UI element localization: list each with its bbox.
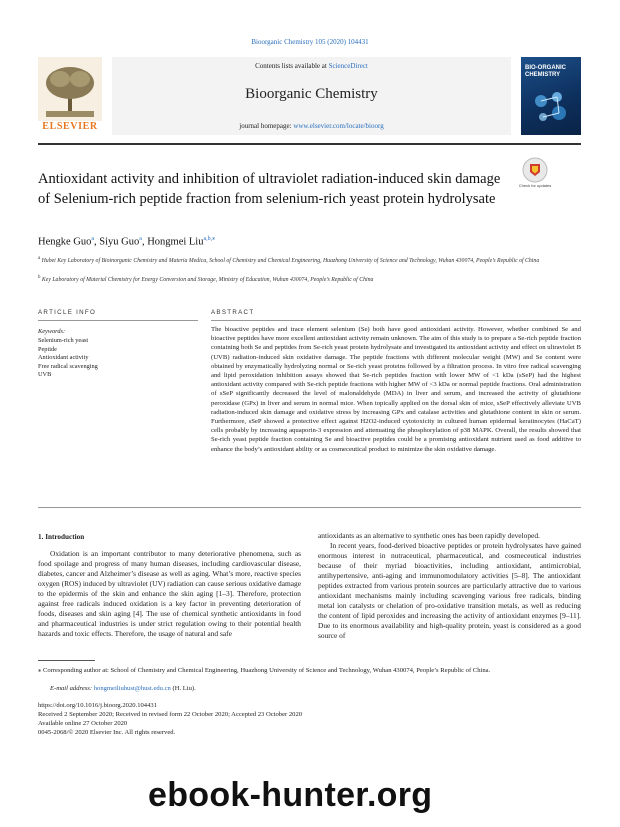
author-list bbox=[38, 235, 215, 248]
author-separator: , bbox=[94, 236, 100, 248]
received-dates: Received 2 September 2020; Received in revised form 22 October 2020; Accepted 23 October 2020 bbox=[38, 711, 303, 718]
article-info-rule bbox=[38, 320, 198, 321]
affiliation-text: Key Laboratory of Material Chemistry for Energy Conversion and Storage, Ministry of Education, Wuhan 430074, People’s Republic of China bbox=[41, 276, 374, 283]
email-link[interactable]: hongmeiliuhust@hust.edu.cn bbox=[93, 685, 171, 692]
author-name[interactable]: Siyu Guo bbox=[99, 236, 140, 248]
affiliation-mark: a bbox=[38, 256, 41, 261]
affiliation-a bbox=[38, 255, 558, 265]
available-online: Available online 27 October 2020 bbox=[38, 720, 128, 727]
section-heading-introduction: 1. Introduction bbox=[38, 533, 85, 541]
header-divider bbox=[38, 143, 581, 145]
affiliation-text: Hubei Key Laboratory of Bioinorganic Chemistry and Materia Medica, School of Chemistry and Chemical Engineering, Huazhong University of Science and Technology, Wuhan 430074, People’s Republic of China bbox=[41, 257, 540, 264]
cover-title: BIO-ORGANIC CHEMISTRY bbox=[525, 65, 566, 78]
running-head[interactable]: Bioorganic Chemistry 105 (2020) 104431 bbox=[251, 38, 369, 46]
journal-homepage-link[interactable]: www.elsevier.com/locate/bioorg bbox=[293, 122, 384, 130]
body-column-right bbox=[318, 531, 581, 641]
journal-cover-thumbnail[interactable] bbox=[521, 57, 581, 135]
cover-molecule-art bbox=[529, 87, 573, 127]
doi-link[interactable]: https://doi.org/10.1016/j.bioorg.2020.104431 bbox=[38, 702, 157, 709]
watermark-text: ebook-hunter.org bbox=[148, 776, 433, 814]
elsevier-logo-text: ELSEVIER bbox=[42, 121, 98, 132]
author-name[interactable]: Hongmei Liu bbox=[147, 236, 204, 248]
author-name[interactable]: Hengke Guo bbox=[38, 236, 92, 248]
article-title: Antioxidant activity and inhibition of ultraviolet radiation-induced skin damage of Selenium-rich peptide fraction from selenium-rich yeast protein hydrolysate bbox=[38, 171, 501, 207]
sciencedirect-link[interactable]: ScienceDirect bbox=[328, 62, 368, 70]
email-suffix: (H. Liu). bbox=[170, 685, 196, 692]
article-info-heading: ARTICLE INFO bbox=[38, 309, 97, 316]
homepage-line bbox=[112, 122, 511, 130]
abstract-rule-top bbox=[211, 320, 581, 321]
keyword-item: Free radical scavenging bbox=[38, 362, 98, 370]
contents-line bbox=[112, 62, 511, 70]
copyright-line: 0045-2068/© 2020 Elsevier Inc. All rights reserved. bbox=[38, 729, 176, 736]
author-affil-mark[interactable]: a,b,⁎ bbox=[203, 236, 216, 242]
check-for-updates-icon[interactable] bbox=[521, 156, 549, 186]
author-affil-mark[interactable]: a bbox=[91, 236, 95, 242]
affiliation-b bbox=[38, 274, 558, 284]
body-paragraph: Oxidation is an important contributor to many deteriorative phenomena, such as food spoilage and progress of many human diseases, including cardiovascular disease, diabetes, cancer and Alzheimer’s disease as well as aging. What’s more, reactive species oxygen (ROS) induced by ultraviolet (UV) radiation can cause serious oxidative damage to the epidermis of the skin and enhance the skin aging [1–3]. Therefore, protection against free radicals induced oxidation is a key factor in preventing deterioration of foods, diseases and skin aging [4]. The use of chemical synthetic antioxidants in food and pharmaceutical industries is under strict regulation owing to their potential health hazards and toxic effects. Therefore, the usage of natural and safe bbox=[38, 549, 301, 638]
keyword-item: UVB bbox=[38, 371, 52, 378]
homepage-prefix: journal homepage: bbox=[239, 122, 294, 130]
keyword-item: Selenium-rich yeast bbox=[38, 337, 89, 344]
keyword-item: Peptide bbox=[38, 345, 57, 353]
author-affil-mark[interactable]: a bbox=[139, 236, 142, 242]
body-column-left bbox=[38, 549, 301, 639]
email-label: E-mail address: bbox=[50, 685, 94, 692]
affiliation-mark: b bbox=[38, 275, 41, 280]
contents-prefix: Contents lists available at bbox=[255, 62, 329, 70]
check-for-updates-label[interactable]: Check for updates bbox=[518, 183, 552, 188]
email-note bbox=[50, 684, 581, 693]
author-separator: , bbox=[141, 236, 148, 248]
footnote-rule bbox=[38, 660, 95, 661]
journal-title: Bioorganic Chemistry bbox=[245, 86, 378, 102]
keywords-label: Keywords: bbox=[38, 328, 66, 335]
abstract-text: The bioactive peptides and trace element selenium (Se) both have good antioxidant activity. However, whether combined Se and bioactive peptides have more excellent antioxidant activity remain unknown. The aim of this study is to prepare a Se-rich peptide fraction containing both Se and peptides from Se-rich yeast protein hydrolysate and investigated its antioxidant activity and effect on ultraviolet B (UVB) radiation-induced skin oxidative damage. The peptide fractions with different molecular weight (MW) and Se content were obtained by enzymatically hydrolyzing normal or Se-rich yeast proteins followed by a filtration process. In vitro free radical scavenging and lipid peroxidation inhibition assays showed that Se-rich peptides fraction with lower MW of <1 kDa (sSeP) had the highest antioxidant activity compared with Se-rich peptide fractions with higher MW of <3 kDa or normal peptide fractions. Oral administration of sSeP significantly decreased the level of malonaldehyde (MDA) in liver and serum, and increased the activity of glutathione peroxidase (GPx) in liver and serum in normal mice. When topically applied on the dorsal skin of mice, sSeP effectively alleviate UVB radiation-induced skin damage and oxidative stress by increasing GPx and catalase activities and glutathione content in skin or serum. Furthermore, sSeP showed a protective effect against H2O2-induced cytotoxicity in cultured human epidermal keratinocytes (HaCaT) cells probably by increasing aquaporin-3 expression and attenuating the phosphorylation of p38 MAPK. Overall, the results showed that Se-rich yeast peptide fraction containing Se and bioactive peptides could be a promising antioxidant nutrient used as food additive to enhance the body’s antioxidant ability or as cosmeceutical product to minimize the skin oxidative damage. bbox=[211, 326, 581, 453]
body-paragraph: antioxidants as an alternative to synthetic ones has been rapidly developed. bbox=[318, 531, 540, 540]
abstract-rule-bottom bbox=[38, 507, 581, 508]
corresponding-author-note: ⁎ Corresponding author at: School of Chemistry and Chemical Engineering, Huazhong University of Science and Technology, Wuhan 430074, People’s Republic of China. bbox=[38, 667, 491, 674]
keyword-item: Antioxidant activity bbox=[38, 354, 89, 361]
abstract-heading: ABSTRACT bbox=[211, 309, 255, 316]
body-paragraph: In recent years, food-derived bioactive peptides or protein hydrolysates have gained enormous interest in nutraceutical, pharmaceutical, and cosmeceutical industries because of their myriad bioactivities, including antioxidant, antimicrobial, antihypertensive, anti-aging and immunomodulatory activities [5–8]. The antioxidant peptides extracted from various protein sources are particularly attractive due to various antioxidant mechanisms mainly including scavenging various free radicals, binding metal ion catalysts or chelation of pro-oxidative transition metals, as well as reducing the content of lipid peroxides and increasing the activity of antioxidant enzymes [9–11]. Due to its enormous availability and high-quality protein, yeast is considered as a good source of bbox=[318, 541, 581, 640]
